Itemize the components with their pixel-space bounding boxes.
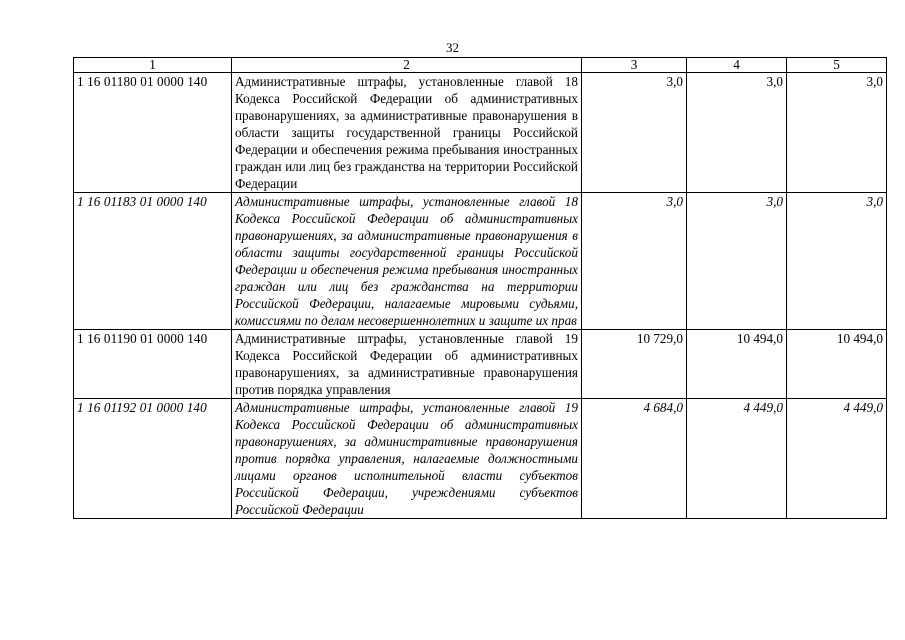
value-col5: 3,0	[787, 193, 887, 330]
budget-code: 1 16 01183 01 0000 140	[74, 193, 232, 330]
value-col5: 4 449,0	[787, 399, 887, 519]
budget-code: 1 16 01190 01 0000 140	[74, 330, 232, 399]
header-cell-code: 1	[74, 58, 232, 73]
value-col4: 10 494,0	[687, 330, 787, 399]
row-description: Административные штрафы, установленные главой 19 Кодекса Российской Федерации об административных правонарушениях, за административные правонарушения против порядка управления, налагаемые должностными лицами органов исполнительной власти субъектов Российской Федерации, учреждениями субъектов Российской Федерации	[232, 399, 582, 519]
value-col3: 4 684,0	[582, 399, 687, 519]
budget-table	[73, 57, 887, 519]
value-col4: 3,0	[687, 193, 787, 330]
page-number: 32	[446, 40, 459, 55]
header-cell-col3: 3	[582, 58, 687, 73]
table-row	[74, 399, 887, 519]
header-cell-col4: 4	[687, 58, 787, 73]
table-row	[74, 193, 887, 330]
table-header-row	[74, 58, 887, 73]
value-col5: 3,0	[787, 73, 887, 193]
header-cell-col5: 5	[787, 58, 887, 73]
value-col3: 10 729,0	[582, 330, 687, 399]
row-description: Административные штрафы, установленные главой 18 Кодекса Российской Федерации об административных правонарушениях, за административные правонарушения в области защиты государственной границы Российской Федерации и обеспечения режима пребывания иностранных граждан или лиц без гражданства на территории Российской Федерации	[232, 73, 582, 193]
table-row	[74, 73, 887, 193]
header-cell-description: 2	[232, 58, 582, 73]
value-col3: 3,0	[582, 73, 687, 193]
value-col3: 3,0	[582, 193, 687, 330]
row-description: Административные штрафы, установленные главой 18 Кодекса Российской Федерации об административных правонарушениях, за административные правонарушения в области защиты государственной границы Российской Федерации и обеспечения режима пребывания иностранных граждан или лиц без гражданства на территории Российской Федерации, налагаемые мировыми судьями, комиссиями по делам несовершеннолетних и защите их прав	[232, 193, 582, 330]
value-col4: 4 449,0	[687, 399, 787, 519]
table-row	[74, 330, 887, 399]
value-col5: 10 494,0	[787, 330, 887, 399]
budget-code: 1 16 01180 01 0000 140	[74, 73, 232, 193]
row-description: Административные штрафы, установленные главой 19 Кодекса Российской Федерации об административных правонарушениях, за административные правонарушения против порядка управления	[232, 330, 582, 399]
value-col4: 3,0	[687, 73, 787, 193]
budget-code: 1 16 01192 01 0000 140	[74, 399, 232, 519]
